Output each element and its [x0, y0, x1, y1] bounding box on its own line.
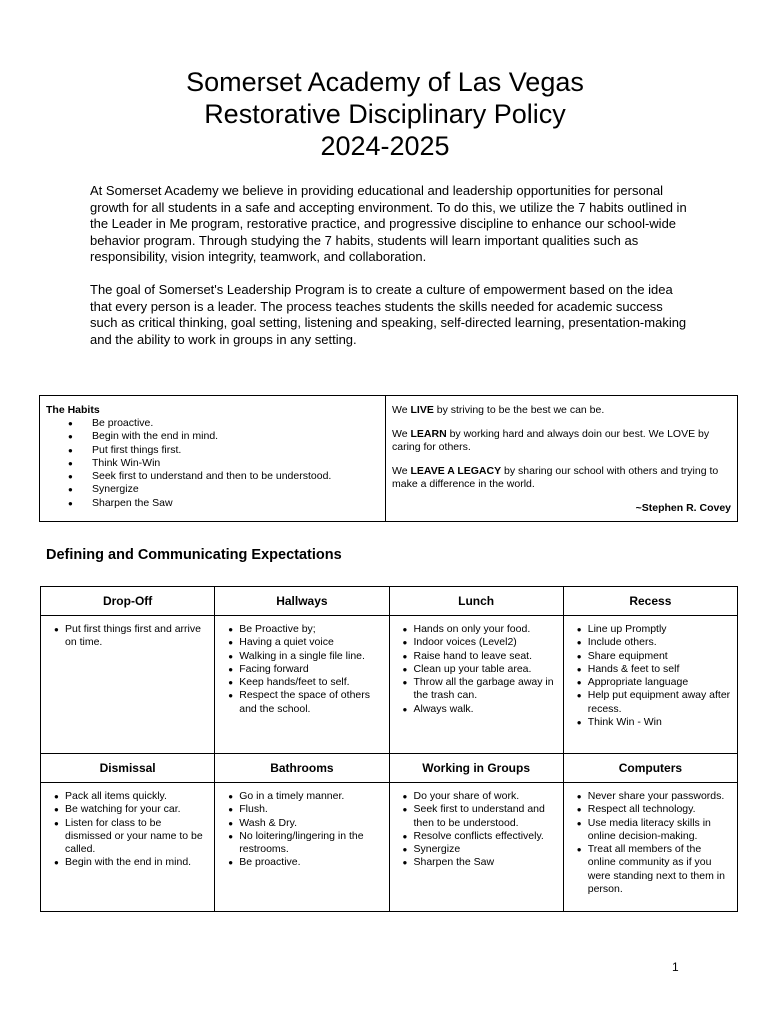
column-header: Recess: [563, 587, 737, 616]
expectation-list: [572, 790, 731, 896]
habits-list: [46, 417, 379, 510]
document-title: [0, 66, 770, 162]
expectation-list: [398, 790, 557, 870]
habit-item: ● Put first things first.: [92, 444, 379, 457]
expectation-item: ● Listen for class to be dismissed or your name to be called.: [65, 817, 208, 857]
expectation-item: ● Go in a timely manner.: [239, 790, 382, 803]
quote-legacy-bold: LEAVE A LEGACY: [410, 464, 502, 477]
quote-learn-bold: LEARN: [410, 427, 447, 440]
title-school: Somerset Academy of Las Vegas: [186, 67, 584, 97]
title-year: 2024-2025: [320, 131, 450, 161]
expectations-heading: Defining and Communicating Expectations: [46, 547, 342, 563]
habit-item: ● Synergize: [92, 483, 379, 496]
expectations-row-1: [41, 616, 738, 754]
expectation-item: ● Clean up your table area.: [414, 663, 557, 676]
quote-learn: [392, 428, 731, 455]
expectation-item: ● Share equipment: [588, 650, 731, 663]
column-header: Dismissal: [41, 754, 215, 783]
working-in-groups-cell: [389, 783, 563, 912]
expectation-item: ● Always walk.: [414, 703, 557, 716]
expectation-item: ● Think Win - Win: [588, 716, 731, 729]
computers-cell: [563, 783, 737, 912]
title-policy: Restorative Disciplinary Policy: [204, 99, 566, 129]
quote-live-bold: LIVE: [410, 404, 434, 416]
expectation-item: ● Synergize: [414, 843, 557, 856]
expectation-item: ● Resolve conflicts effectively.: [414, 830, 557, 843]
expectation-item: ● Begin with the end in mind.: [65, 856, 208, 869]
expectation-item: ● Walking in a single file line.: [239, 650, 382, 663]
habit-item: ● Sharpen the Saw: [92, 497, 379, 510]
quote-legacy-post: by sharing our school with others and trying to make a difference in the world.: [392, 464, 719, 490]
expectation-item: ● Help put equipment away after recess.: [588, 689, 731, 716]
expectation-item: ● Seek first to understand and then to be understood.: [414, 803, 557, 830]
quote-live-post: by striving to be the best we can be.: [433, 404, 605, 416]
habit-item: ● Be proactive.: [92, 417, 379, 430]
expectations-header-row-1: [41, 587, 738, 616]
quote-cell: [386, 396, 738, 522]
expectation-item: ● Appropriate language: [588, 676, 731, 689]
habit-item: ● Begin with the end in mind.: [92, 430, 379, 443]
expectation-item: ● Be Proactive by;: [239, 623, 382, 636]
intro-paragraph-1: At Somerset Academy we believe in providing educational and leadership opportunities for personal growth for all students in a safe and accepting environment. To do this, we utilize the 7 habits outlined in the Leader in Me program, restorative practice, and progressive discipline to enhance our school-wide behavior program. Through studying the 7 habits, students will learn important qualities such as responsibility, vision integrity, teamwork, and collaboration.: [90, 183, 687, 264]
expectation-item: ● Flush.: [239, 803, 382, 816]
quote-legacy: [392, 465, 731, 492]
expectation-item: ● Treat all members of the online community as if you were standing next to them in person.: [588, 843, 731, 896]
expectation-item: ● Line up Promptly: [588, 623, 731, 636]
column-header: Lunch: [389, 587, 563, 616]
hallways-cell: [215, 616, 389, 754]
dismissal-cell: [41, 783, 215, 912]
expectation-item: ● Facing forward: [239, 663, 382, 676]
dropoff-cell: [41, 616, 215, 754]
expectation-item: ● Do your share of work.: [414, 790, 557, 803]
quote-learn-post: by working hard and always doin our best. We LOVE by caring for others.: [392, 427, 710, 453]
expectations-header-row-2: [41, 754, 738, 783]
bathrooms-cell: [215, 783, 389, 912]
expectation-item: ● Respect all technology.: [588, 803, 731, 816]
quote-live-pre: We: [392, 404, 411, 416]
expectation-item: ● Keep hands/feet to self.: [239, 676, 382, 689]
expectation-list: [572, 623, 731, 729]
expectation-item: ● Respect the space of others and the school.: [239, 689, 382, 716]
intro-paragraph-2: The goal of Somerset's Leadership Program is to create a culture of empowerment based on the idea that every person is a leader. The process teaches students the skills needed for academic success such as critical thinking, goal setting, listening and speaking, self-directed learning, presentation-making and the ability to work in groups in any setting.: [90, 282, 687, 347]
expectation-list: [49, 790, 208, 870]
habit-item: ● Think Win-Win: [92, 457, 379, 470]
recess-cell: [563, 616, 737, 754]
habits-table: [39, 395, 738, 522]
expectation-item: ● No loitering/lingering in the restrooms.: [239, 830, 382, 857]
column-header: Computers: [563, 754, 737, 783]
expectations-table: [40, 586, 738, 912]
expectation-list: [49, 623, 208, 650]
expectations-row-2: [41, 783, 738, 912]
column-header: Working in Groups: [389, 754, 563, 783]
expectation-item: ● Raise hand to leave seat.: [414, 650, 557, 663]
expectation-item: ● Indoor voices (Level2): [414, 636, 557, 649]
expectation-item: ● Having a quiet voice: [239, 636, 382, 649]
quote-legacy-pre: We: [392, 464, 411, 477]
column-header: Drop-Off: [41, 587, 215, 616]
expectation-item: ● Hands & feet to self: [588, 663, 731, 676]
expectation-item: ● Hands on only your food.: [414, 623, 557, 636]
expectation-list: [223, 623, 382, 716]
expectation-item: ● Pack all items quickly.: [65, 790, 208, 803]
column-header: Hallways: [215, 587, 389, 616]
quote-live: [392, 404, 731, 418]
expectation-item: ● Use media literacy skills in online decision-making.: [588, 817, 731, 844]
expectation-item: ● Throw all the garbage away in the trash can.: [414, 676, 557, 703]
expectation-item: ● Be proactive.: [239, 856, 382, 869]
expectation-item: ● Sharpen the Saw: [414, 856, 557, 869]
habits-cell: [40, 396, 386, 522]
column-header: Bathrooms: [215, 754, 389, 783]
quote-author: ~Stephen R. Covey: [635, 501, 731, 514]
lunch-cell: [389, 616, 563, 754]
habit-item: ● Seek first to understand and then to be understood.: [92, 470, 379, 483]
expectation-item: ● Wash & Dry.: [239, 817, 382, 830]
expectation-item: ● Put first things first and arrive on time.: [65, 623, 208, 650]
expectation-item: ● Never share your passwords.: [588, 790, 731, 803]
expectation-item: ● Include others.: [588, 636, 731, 649]
expectation-list: [223, 790, 382, 870]
expectation-list: [398, 623, 557, 716]
quote-learn-pre: We: [392, 427, 411, 440]
habits-heading: The Habits: [46, 404, 100, 416]
page-number: 1: [672, 960, 679, 974]
expectation-item: ● Be watching for your car.: [65, 803, 208, 816]
